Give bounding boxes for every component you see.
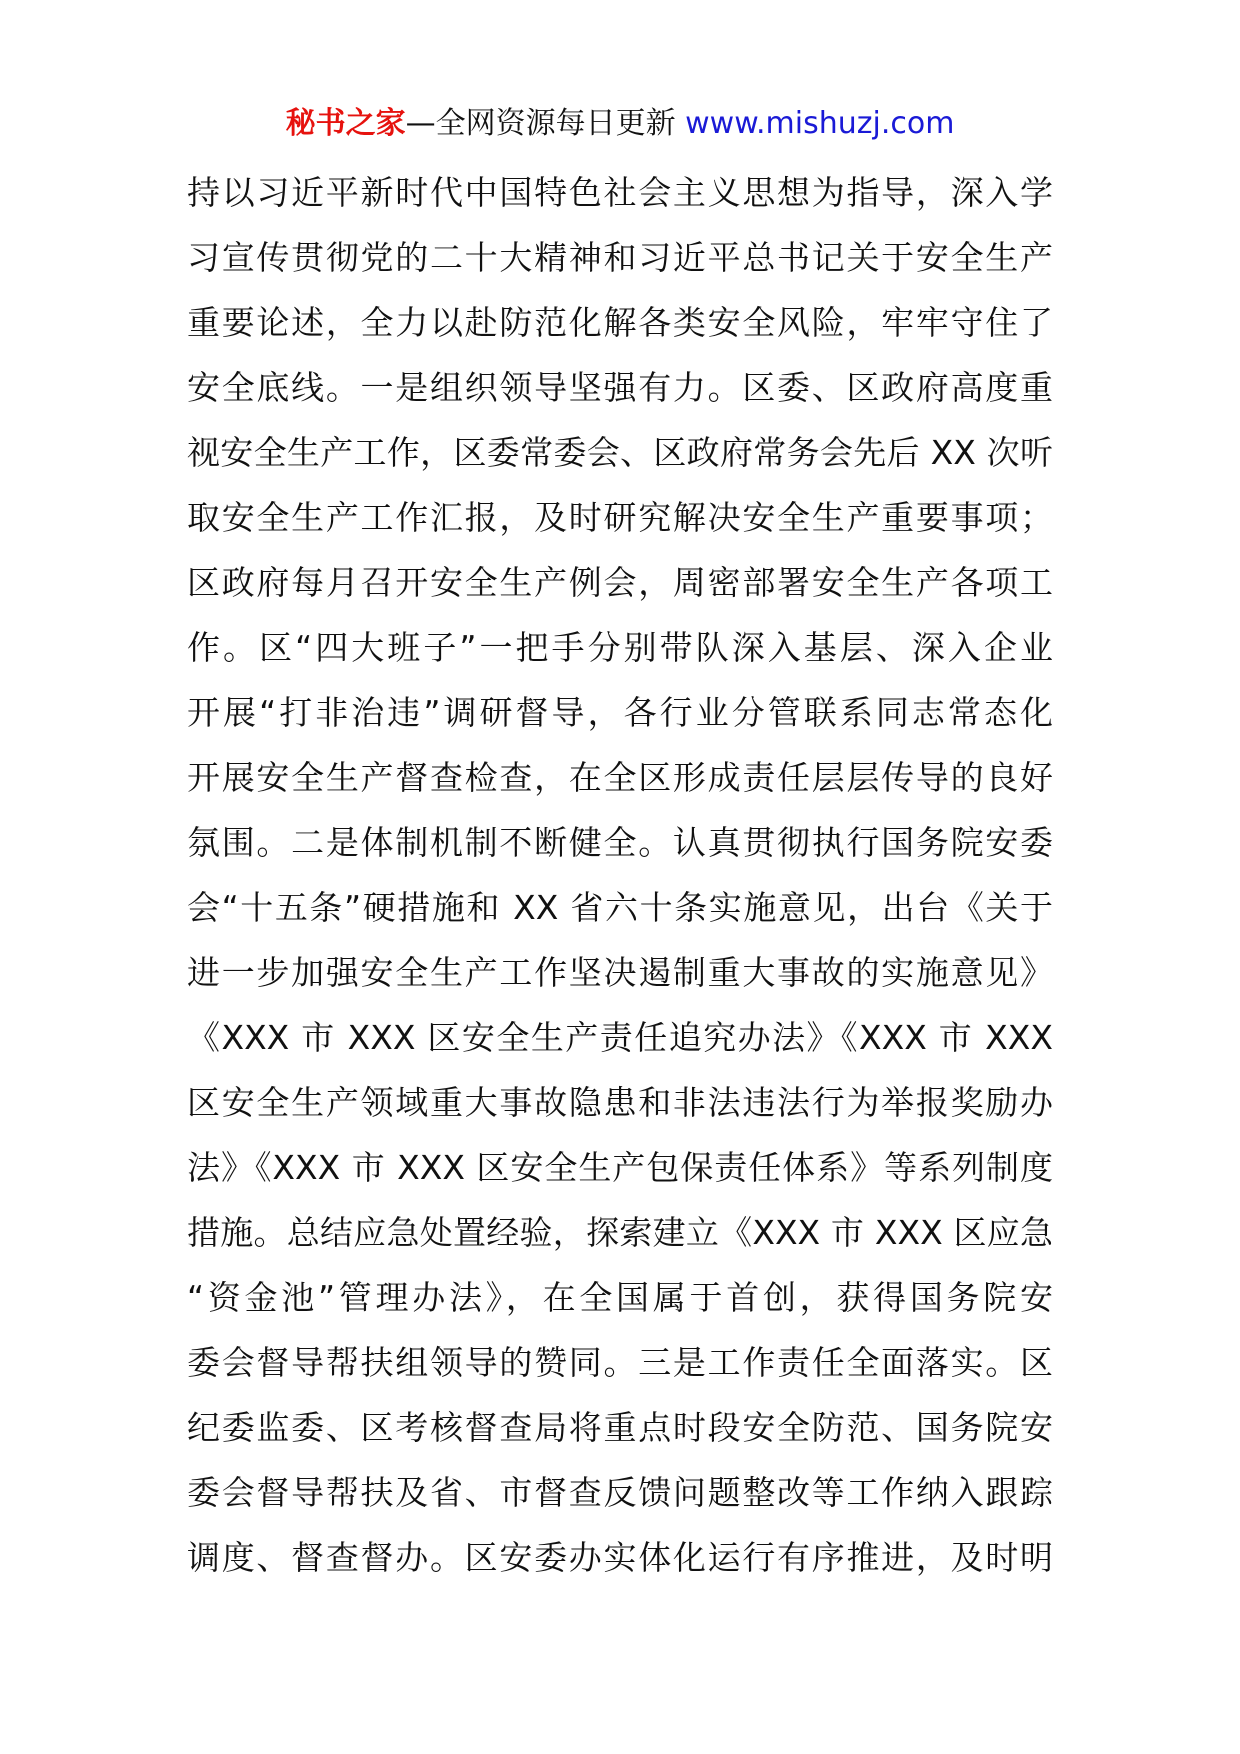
text-line: 委会督导帮扶组领导的赞同。三是工作责任全面落实。区 xyxy=(187,1343,1053,1382)
text-line: 措施。总结应急处置经验，探索建立《XXX 市 XXX 区应急 xyxy=(187,1213,1053,1252)
text-line: 重要论述，全力以赴防范化解各类安全风险，牢牢守住了 xyxy=(187,303,1053,342)
website-link[interactable]: www.mishuzj.com xyxy=(685,106,955,141)
brand-name: 秘书之家 xyxy=(285,106,406,141)
text-line: 开展“打非治违”调研督导，各行业分管联系同志常态化 xyxy=(187,693,1053,732)
text-line: 安全底线。一是组织领导坚强有力。区委、区政府高度重 xyxy=(187,368,1053,407)
text-line: 会“十五条”硬措施和 XX 省六十条实施意见，出台《关于 xyxy=(187,888,1053,927)
document-body xyxy=(187,160,1053,1590)
text-line: 开展安全生产督查检查，在全区形成责任层层传导的良好 xyxy=(187,758,1053,797)
text-line: 习宣传贯彻党的二十大精神和习近平总书记关于安全生产 xyxy=(187,238,1053,277)
text-line: 氛围。二是体制机制不断健全。认真贯彻执行国务院安委 xyxy=(187,823,1053,862)
text-line: 委会督导帮扶及省、市督查反馈问题整改等工作纳入跟踪 xyxy=(187,1473,1053,1512)
text-line: 调度、督查督办。区安委办实体化运行有序推进，及时明 xyxy=(187,1538,1053,1577)
text-line: 法》《XXX 市 XXX 区安全生产包保责任体系》等系列制度 xyxy=(187,1148,1053,1187)
text-line: 区安全生产领域重大事故隐患和非法违法行为举报奖励办 xyxy=(187,1083,1053,1122)
text-line: 视安全生产工作，区委常委会、区政府常务会先后 XX 次听 xyxy=(187,433,1053,472)
header-tagline: —全网资源每日更新 xyxy=(405,106,676,141)
text-line: 持以习近平新时代中国特色社会主义思想为指导，深入学 xyxy=(187,173,1053,212)
text-line: 作。区“四大班子”一把手分别带队深入基层、深入企业 xyxy=(187,628,1053,667)
text-line: 《XXX 市 XXX 区安全生产责任追究办法》《XXX 市 XXX xyxy=(187,1018,1053,1057)
text-line: 进一步加强安全生产工作坚决遏制重大事故的实施意见》 xyxy=(187,953,1053,992)
page-header xyxy=(0,104,1240,144)
text-line: 取安全生产工作汇报，及时研究解决安全生产重要事项； xyxy=(187,498,1053,537)
text-line: 纪委监委、区考核督查局将重点时段安全防范、国务院安 xyxy=(187,1408,1053,1447)
text-line: 区政府每月召开安全生产例会，周密部署安全生产各项工 xyxy=(187,563,1053,602)
text-line: “资金池”管理办法》，在全国属于首创，获得国务院安 xyxy=(187,1278,1053,1317)
